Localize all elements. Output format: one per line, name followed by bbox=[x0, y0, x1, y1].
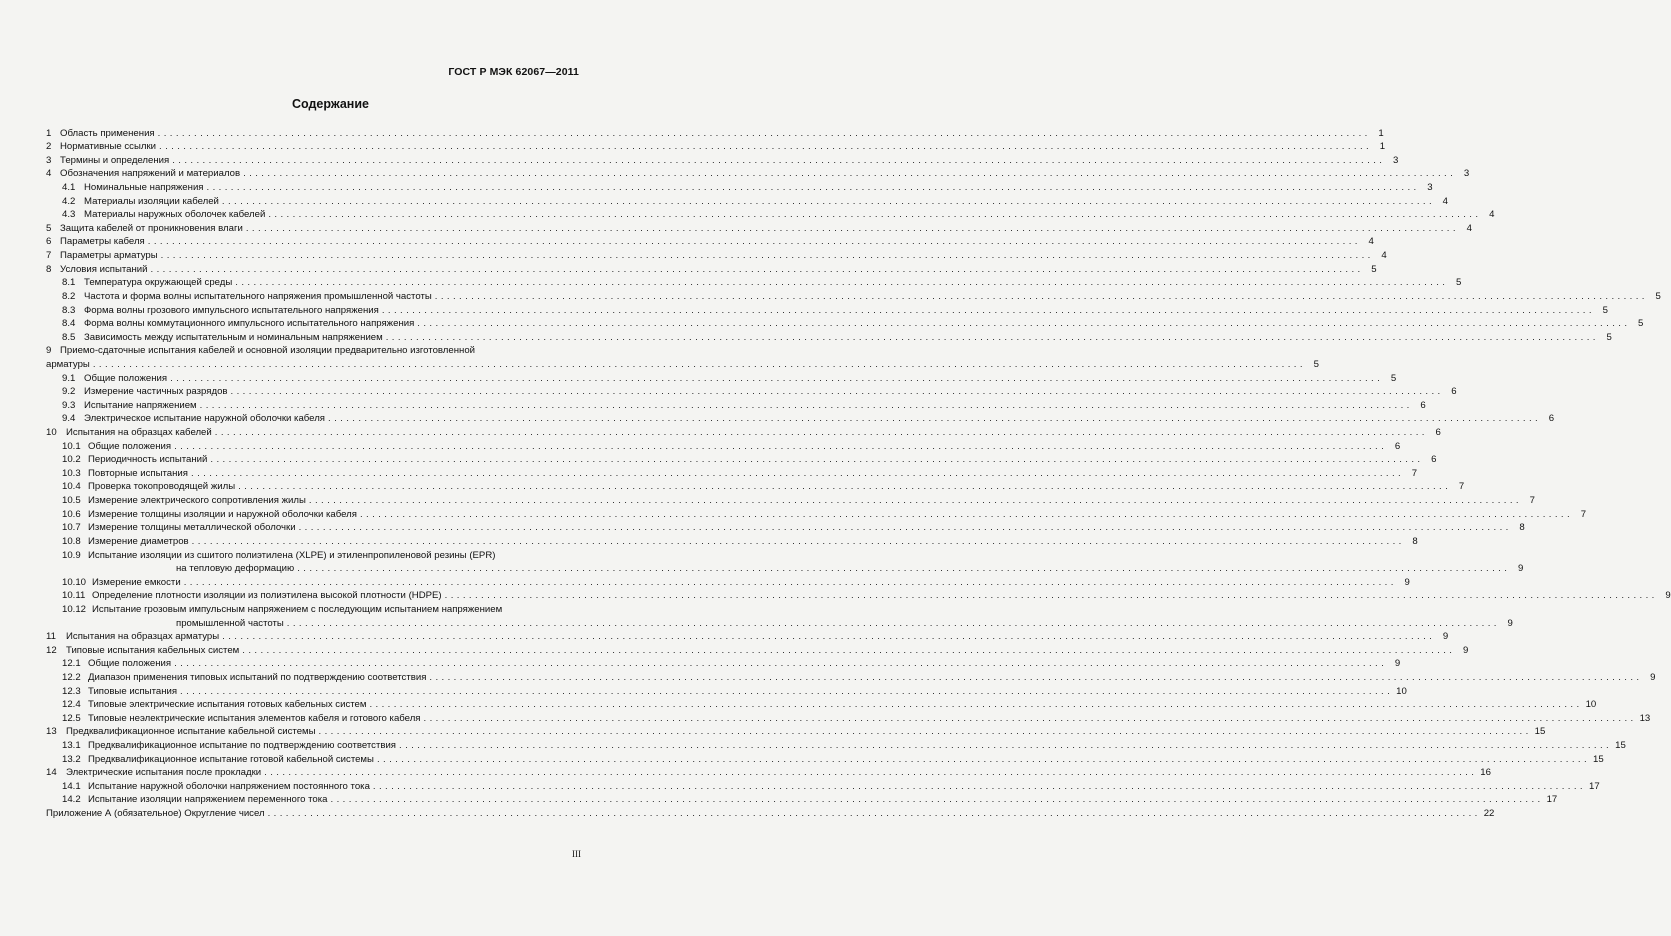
toc-entry[interactable] bbox=[46, 425, 1441, 439]
table-of-contents bbox=[46, 126, 1671, 820]
toc-entry-number: 13.2 bbox=[62, 753, 81, 765]
toc-dot-leader: ........................................................................................................................................................................................................ bbox=[399, 740, 1613, 752]
toc-entry-number: 10.9 bbox=[62, 549, 81, 561]
toc-dot-leader: ........................................................................................................................................................................................................ bbox=[243, 168, 1457, 180]
toc-entry-number: 10.6 bbox=[62, 508, 81, 520]
toc-dot-leader: ........................................................................................................................................................................................................ bbox=[423, 712, 1637, 724]
toc-entry-title: Общие положения bbox=[88, 440, 172, 452]
toc-entry[interactable] bbox=[46, 575, 1410, 589]
toc-entry-title: Типовые неэлектрические испытания элементов кабеля и готового кабеля bbox=[88, 712, 421, 724]
toc-entry-page: 5 bbox=[1313, 358, 1319, 370]
toc-dot-leader: ........................................................................................................................................................................................................ bbox=[170, 372, 1384, 384]
toc-dot-leader: ........................................................................................................................................................................................................ bbox=[417, 318, 1631, 330]
toc-entry[interactable] bbox=[46, 684, 1407, 698]
toc-entry-number: 12.5 bbox=[62, 712, 81, 724]
toc-entry-title: Форма волны грозового импульсного испытательного напряжения bbox=[84, 304, 379, 316]
toc-entry-title: Обозначения напряжений и материалов bbox=[60, 168, 241, 180]
toc-entry-title: Измерение толщины металлической оболочки bbox=[88, 522, 296, 534]
toc-entry-title: Частота и форма волны испытательного напряжения промышленной частоты bbox=[84, 290, 432, 302]
toc-entry-number: 9.4 bbox=[62, 413, 76, 425]
toc-dot-leader: ........................................................................................................................................................................................................ bbox=[199, 399, 1413, 411]
toc-entry-page: 6 bbox=[1420, 399, 1426, 411]
toc-entry-number: 10.1 bbox=[62, 440, 81, 452]
toc-entry-title: Измерение частичных разрядов bbox=[84, 386, 228, 398]
toc-entry[interactable] bbox=[46, 630, 1449, 644]
toc-dot-leader: ........................................................................................................................................................................................................ bbox=[434, 290, 1648, 302]
toc-entry-page: 9 bbox=[1665, 590, 1671, 602]
toc-entry-number: 6 bbox=[46, 236, 52, 248]
toc-entry-number: 9.3 bbox=[62, 399, 76, 411]
toc-dot-leader: ........................................................................................................................................................................................................ bbox=[369, 699, 1583, 711]
toc-dot-leader: ........................................................................................................................................................................................................ bbox=[191, 467, 1405, 479]
toc-entry-page: 7 bbox=[1411, 467, 1418, 479]
toc-entry-number: 2 bbox=[46, 141, 52, 153]
toc-entry[interactable] bbox=[46, 153, 1399, 167]
toc-entry[interactable] bbox=[46, 466, 1418, 480]
toc-entry-title: Определение плотности изоляции из полиэтилена высокой плотности (HDPE) bbox=[92, 590, 442, 602]
toc-entry-page: 9 bbox=[1442, 631, 1449, 643]
toc-entry[interactable] bbox=[46, 276, 1462, 290]
toc-entry-number: 9.1 bbox=[62, 372, 76, 384]
toc-dot-leader: ........................................................................................................................................................................................................ bbox=[267, 808, 1481, 820]
toc-dot-leader: ........................................................................................................................................................................................................ bbox=[180, 685, 1394, 697]
toc-dot-leader: ........................................................................................................................................................................................................ bbox=[160, 250, 1374, 262]
toc-entry-page: 13 bbox=[1639, 712, 1651, 724]
toc-dot-leader: ........................................................................................................................................................................................................ bbox=[328, 413, 1542, 425]
toc-entry[interactable] bbox=[46, 357, 1319, 371]
toc-entry[interactable] bbox=[46, 126, 1384, 140]
toc-entry-title: Испытание грозовым импульсным напряжением с последующим испытанием напряжением bbox=[92, 603, 503, 615]
toc-entry-page: 5 bbox=[1602, 304, 1608, 316]
toc-entry-page: 9 bbox=[1517, 563, 1524, 575]
toc-entry-title: Номинальные напряжения bbox=[84, 182, 204, 194]
toc-entry-page: 4 bbox=[1368, 236, 1374, 248]
toc-entry-page: 10 bbox=[1585, 699, 1597, 711]
toc-entry-title: Условия испытаний bbox=[60, 263, 148, 275]
toc-entry-page: 1 bbox=[1378, 127, 1384, 139]
toc-entry[interactable] bbox=[46, 194, 1449, 208]
toc-dot-leader: ........................................................................................................................................................................................................ bbox=[268, 209, 1482, 221]
toc-entry-title: Повторные испытания bbox=[88, 467, 188, 479]
toc-entry-title: промышленной частоты bbox=[176, 617, 284, 629]
toc-entry-number: 5 bbox=[46, 222, 52, 234]
toc-entry-page: 5 bbox=[1655, 290, 1661, 302]
toc-entry-page: 5 bbox=[1606, 331, 1612, 343]
toc-entry-number: 14.2 bbox=[62, 794, 81, 806]
toc-entry-number: 4 bbox=[46, 168, 52, 180]
toc-entry-title: Измерение емкости bbox=[92, 576, 181, 588]
toc-dot-leader: ........................................................................................................................................................................................................ bbox=[210, 454, 1424, 466]
toc-entry-number: 11 bbox=[46, 631, 56, 643]
toc-entry-page: 9 bbox=[1650, 671, 1656, 683]
toc-entry[interactable] bbox=[46, 439, 1401, 453]
toc-entry[interactable] bbox=[46, 657, 1401, 671]
toc-entry-title: Испытание напряжением bbox=[84, 399, 197, 411]
toc-entry-title: Типовые испытания кабельных систем bbox=[66, 644, 240, 656]
toc-entry-number: 10.11 bbox=[62, 590, 86, 602]
toc-entry-number: 7 bbox=[46, 250, 52, 262]
toc-dot-leader: ........................................................................................................................................................................................................ bbox=[157, 127, 1371, 139]
toc-entry[interactable] bbox=[46, 793, 1558, 807]
toc-entry[interactable] bbox=[46, 507, 1587, 521]
toc-dot-leader: ........................................................................................................................................................................................................ bbox=[92, 358, 1306, 370]
toc-entry-page: 8 bbox=[1412, 535, 1418, 547]
toc-entry-page: 5 bbox=[1390, 372, 1397, 384]
toc-dot-leader: ........................................................................................................................................................................................................ bbox=[191, 535, 1405, 547]
toc-entry[interactable] bbox=[46, 711, 1651, 725]
toc-entry-page: 7 bbox=[1580, 508, 1587, 520]
toc-entry-number: 12 bbox=[46, 644, 57, 656]
toc-dot-leader: ........................................................................................................................................................................................................ bbox=[222, 631, 1436, 643]
toc-entry-page: 5 bbox=[1456, 277, 1462, 289]
toc-dot-leader: ........................................................................................................................................................................................................ bbox=[318, 726, 1532, 738]
toc-entry[interactable] bbox=[46, 330, 1612, 344]
toc-entry-number: 4.2 bbox=[62, 195, 76, 207]
toc-entry[interactable] bbox=[46, 548, 584, 562]
toc-entry-title: Защита кабелей от проникновения влаги bbox=[60, 222, 243, 234]
toc-entry-number: 13 bbox=[46, 726, 57, 738]
toc-entry-title: Диапазон применения типовых испытаний по подтверждению соответствия bbox=[88, 671, 427, 683]
toc-entry[interactable] bbox=[46, 643, 1469, 657]
toc-entry-page: 22 bbox=[1483, 808, 1495, 820]
toc-entry-title: Предквалификационное испытание по подтверждению соответствия bbox=[88, 740, 397, 752]
toc-entry-number: 8.3 bbox=[62, 304, 76, 316]
toc-entry-title: Испытание изоляции напряжением переменного тока bbox=[88, 794, 328, 806]
toc-entry[interactable] bbox=[46, 616, 1513, 630]
toc-entry[interactable] bbox=[46, 453, 1437, 467]
toc-dot-leader: ........................................................................................................................................................................................................ bbox=[444, 590, 1658, 602]
toc-entry-title: Нормативные ссылки bbox=[60, 141, 157, 153]
toc-entry[interactable] bbox=[46, 534, 1418, 548]
toc-entry-page: 4 bbox=[1381, 250, 1387, 262]
toc-entry[interactable] bbox=[46, 766, 1491, 780]
toc-dot-leader: ........................................................................................................................................................................................................ bbox=[159, 141, 1373, 153]
toc-entry-page: 9 bbox=[1507, 617, 1513, 629]
toc-entry[interactable] bbox=[46, 779, 1600, 793]
toc-entry[interactable] bbox=[46, 180, 1433, 194]
toc-entry-title: Проверка токопроводящей жилы bbox=[88, 481, 236, 493]
toc-entry-number: 14 bbox=[46, 767, 57, 779]
toc-entry-number: 14.1 bbox=[62, 780, 81, 792]
toc-entry-title: на тепловую деформацию bbox=[176, 563, 295, 575]
toc-entry-number: 10 bbox=[46, 427, 57, 439]
toc-entry[interactable] bbox=[46, 385, 1457, 399]
toc-entry-title: Измерение толщины изоляции и наружной оболочки кабеля bbox=[88, 508, 357, 520]
toc-entry-title: Электрические испытания после прокладки bbox=[66, 767, 262, 779]
toc-entry-page: 6 bbox=[1451, 386, 1457, 398]
toc-entry-title: арматуры bbox=[46, 358, 90, 370]
toc-entry-page: 7 bbox=[1529, 495, 1535, 507]
toc-entry-title: Предквалификационное испытание кабельной системы bbox=[66, 726, 316, 738]
toc-entry-number: 8 bbox=[46, 263, 52, 275]
toc-dot-leader: ........................................................................................................................................................................................................ bbox=[174, 440, 1388, 452]
toc-entry-title: Испытание изоляции из сшитого полиэтилена (XLPE) и этиленпропиленовой резины (EPR) bbox=[88, 549, 496, 561]
toc-dot-leader: ........................................................................................................................................................................................................ bbox=[183, 576, 1397, 588]
toc-entry-page: 9 bbox=[1394, 658, 1401, 670]
toc-entry-title: Приемо-сдаточные испытания кабелей и основной изоляции предварительно изготовленной bbox=[60, 345, 476, 357]
toc-entry[interactable] bbox=[46, 208, 1495, 222]
toc-dot-leader: ........................................................................................................................................................................................................ bbox=[172, 154, 1386, 166]
toc-entry[interactable] bbox=[46, 562, 1524, 576]
toc-entry[interactable] bbox=[46, 806, 1495, 820]
toc-entry-title: Периодичность испытаний bbox=[88, 454, 208, 466]
toc-entry-page: 15 bbox=[1593, 753, 1604, 765]
toc-entry-page: 5 bbox=[1371, 263, 1377, 275]
toc-entry-page: 3 bbox=[1463, 168, 1470, 180]
toc-dot-leader: ........................................................................................................................................................................................................ bbox=[359, 508, 1574, 520]
toc-entry-page: 5 bbox=[1638, 318, 1644, 330]
toc-entry[interactable] bbox=[46, 589, 1671, 603]
toc-entry-title: Зависимость между испытательным и номинальным напряжением bbox=[84, 331, 383, 343]
toc-entry[interactable] bbox=[46, 235, 1374, 249]
toc-entry-title: Температура окружающей среды bbox=[84, 277, 233, 289]
toc-entry[interactable] bbox=[46, 140, 1386, 154]
toc-entry-title: Электрическое испытание наружной оболочки кабеля bbox=[84, 413, 325, 425]
toc-entry-number: 3 bbox=[46, 154, 52, 166]
toc-dot-leader: ........................................................................................................................................................................................................ bbox=[238, 481, 1452, 493]
toc-dot-leader: ........................................................................................................................................................................................................ bbox=[385, 331, 1599, 343]
toc-entry-page: 9 bbox=[1463, 644, 1469, 656]
toc-entry[interactable] bbox=[46, 317, 1644, 331]
toc-entry-number: 10.7 bbox=[62, 522, 81, 534]
toc-entry-number: 10.4 bbox=[62, 481, 81, 493]
toc-dot-leader: ........................................................................................................................................................................................................ bbox=[308, 495, 1522, 507]
toc-entry-number: 10.12 bbox=[62, 603, 87, 615]
toc-entry-page: 4 bbox=[1489, 209, 1495, 221]
toc-entry-title: Измерение диаметров bbox=[88, 535, 189, 547]
toc-entry-title: Приложение А (обязательное) Округление чисел bbox=[46, 808, 265, 820]
toc-entry[interactable] bbox=[46, 480, 1465, 494]
toc-entry-title: Область применения bbox=[60, 127, 155, 139]
toc-entry[interactable] bbox=[46, 344, 584, 358]
toc-entry-page: 17 bbox=[1589, 780, 1600, 792]
toc-dot-leader: ........................................................................................................................................................................................................ bbox=[330, 794, 1544, 806]
page-title: Содержание bbox=[291, 97, 369, 111]
toc-entry[interactable] bbox=[46, 412, 1555, 426]
toc-dot-leader: ........................................................................................................................................................................................................ bbox=[286, 617, 1500, 629]
toc-entry-number: 12.2 bbox=[62, 671, 81, 683]
toc-dot-leader: ........................................................................................................................................................................................................ bbox=[214, 427, 1428, 439]
toc-entry-page: 9 bbox=[1404, 576, 1410, 588]
toc-entry-number: 4.1 bbox=[62, 182, 76, 194]
toc-entry-page: 1 bbox=[1379, 141, 1386, 153]
toc-entry-title: Предквалификационное испытание готовой кабельной системы bbox=[88, 753, 374, 765]
toc-entry-page: 4 bbox=[1466, 222, 1472, 234]
toc-entry-title: Измерение электрического сопротивления жилы bbox=[88, 495, 306, 507]
toc-entry-page: 3 bbox=[1427, 182, 1433, 194]
toc-entry-page: 6 bbox=[1394, 440, 1401, 452]
toc-entry-title: Материалы изоляции кабелей bbox=[84, 195, 219, 207]
toc-entry-number: 12.1 bbox=[62, 658, 81, 670]
toc-entry-number: 4.3 bbox=[62, 209, 76, 221]
toc-entry-title: Испытания на образцах кабелей bbox=[66, 427, 212, 439]
toc-dot-leader: ........................................................................................................................................................................................................ bbox=[297, 563, 1511, 575]
toc-entry-page: 16 bbox=[1480, 767, 1491, 779]
toc-entry[interactable] bbox=[46, 371, 1397, 385]
toc-entry-number: 10.10 bbox=[62, 576, 87, 588]
toc-entry-title: Параметры кабеля bbox=[60, 236, 145, 248]
toc-dot-leader: ........................................................................................................................................................................................................ bbox=[221, 195, 1436, 207]
toc-entry-title: Типовые электрические испытания готовых кабельных систем bbox=[88, 699, 367, 711]
toc-entry[interactable] bbox=[46, 167, 1470, 181]
toc-entry-title: Материалы наружных оболочек кабелей bbox=[84, 209, 266, 221]
toc-entry-title: Общие положения bbox=[88, 658, 172, 670]
toc-entry-title: Типовые испытания bbox=[88, 685, 178, 697]
toc-dot-leader: ........................................................................................................................................................................................................ bbox=[235, 277, 1449, 289]
toc-dot-leader: ........................................................................................................................................................................................................ bbox=[298, 522, 1512, 534]
toc-entry-number: 10.5 bbox=[62, 495, 81, 507]
toc-entry-title: Испытания на образцах арматуры bbox=[66, 631, 220, 643]
toc-entry-page: 17 bbox=[1546, 794, 1558, 806]
toc-entry-page: 8 bbox=[1519, 522, 1525, 534]
toc-entry-page: 4 bbox=[1442, 195, 1449, 207]
toc-entry[interactable] bbox=[46, 262, 1377, 276]
toc-entry-number: 10.2 bbox=[62, 454, 81, 466]
toc-entry-number: 9.2 bbox=[62, 386, 76, 398]
toc-entry[interactable] bbox=[46, 289, 1661, 303]
toc-entry-number: 9 bbox=[46, 345, 52, 357]
toc-entry[interactable] bbox=[46, 752, 1604, 766]
toc-entry[interactable] bbox=[46, 738, 1626, 752]
toc-entry-number: 10.3 bbox=[62, 467, 81, 479]
toc-dot-leader: ........................................................................................................................................................................................................ bbox=[206, 182, 1420, 194]
toc-dot-leader: ........................................................................................................................................................................................................ bbox=[242, 644, 1456, 656]
toc-dot-leader: ........................................................................................................................................................................................................ bbox=[264, 767, 1478, 779]
page-number: III bbox=[572, 849, 581, 859]
toc-entry-page: 15 bbox=[1534, 726, 1546, 738]
toc-entry-page: 10 bbox=[1396, 685, 1407, 697]
toc-entry[interactable] bbox=[46, 698, 1597, 712]
toc-entry-title: Форма волны коммутационного импульсного испытательного напряжения bbox=[84, 318, 415, 330]
toc-entry[interactable] bbox=[46, 725, 1546, 739]
toc-dot-leader: ........................................................................................................................................................................................................ bbox=[372, 780, 1586, 792]
toc-entry-number: 13.1 bbox=[62, 740, 81, 752]
toc-entry[interactable] bbox=[46, 221, 1472, 235]
toc-entry-number: 8.2 bbox=[62, 290, 76, 302]
toc-entry[interactable] bbox=[46, 493, 1535, 507]
toc-entry-number: 10.8 bbox=[62, 535, 81, 547]
toc-entry[interactable] bbox=[46, 521, 1525, 535]
toc-entry[interactable] bbox=[46, 602, 584, 616]
toc-dot-leader: ........................................................................................................................................................................................................ bbox=[150, 263, 1364, 275]
toc-entry-number: 8.1 bbox=[62, 277, 76, 289]
toc-entry[interactable] bbox=[46, 398, 1426, 412]
toc-entry-number: 1 bbox=[46, 127, 52, 139]
toc-entry-page: 6 bbox=[1435, 427, 1441, 439]
toc-dot-leader: ........................................................................................................................................................................................................ bbox=[230, 386, 1444, 398]
toc-entry-title: Общие положения bbox=[84, 372, 168, 384]
toc-entry-number: 8.5 bbox=[62, 331, 76, 343]
toc-entry-page: 6 bbox=[1548, 413, 1555, 425]
toc-dot-leader: ........................................................................................................................................................................................................ bbox=[381, 304, 1595, 316]
toc-entry-title: Параметры арматуры bbox=[60, 250, 158, 262]
toc-dot-leader: ........................................................................................................................................................................................................ bbox=[429, 671, 1643, 683]
toc-dot-leader: ........................................................................................................................................................................................................ bbox=[245, 222, 1459, 234]
toc-entry-number: 12.3 bbox=[62, 685, 81, 697]
toc-entry-title: Термины и определения bbox=[60, 154, 170, 166]
toc-dot-leader: ........................................................................................................................................................................................................ bbox=[174, 658, 1388, 670]
toc-entry-title: Испытание наружной оболочки напряжением постоянного тока bbox=[88, 780, 370, 792]
toc-entry-page: 15 bbox=[1615, 740, 1626, 752]
toc-entry-page: 7 bbox=[1458, 481, 1465, 493]
toc-entry-page: 3 bbox=[1392, 154, 1399, 166]
toc-entry[interactable] bbox=[46, 303, 1608, 317]
toc-entry-number: 8.4 bbox=[62, 318, 76, 330]
toc-dot-leader: ........................................................................................................................................................................................................ bbox=[147, 236, 1361, 248]
toc-dot-leader: ........................................................................................................................................................................................................ bbox=[376, 753, 1591, 765]
toc-entry[interactable] bbox=[46, 248, 1387, 262]
toc-entry-number: 12.4 bbox=[62, 699, 81, 711]
document-code-header: ГОСТ Р МЭК 62067—2011 bbox=[448, 66, 579, 78]
toc-entry-page: 6 bbox=[1431, 454, 1437, 466]
toc-entry[interactable] bbox=[46, 670, 1656, 684]
